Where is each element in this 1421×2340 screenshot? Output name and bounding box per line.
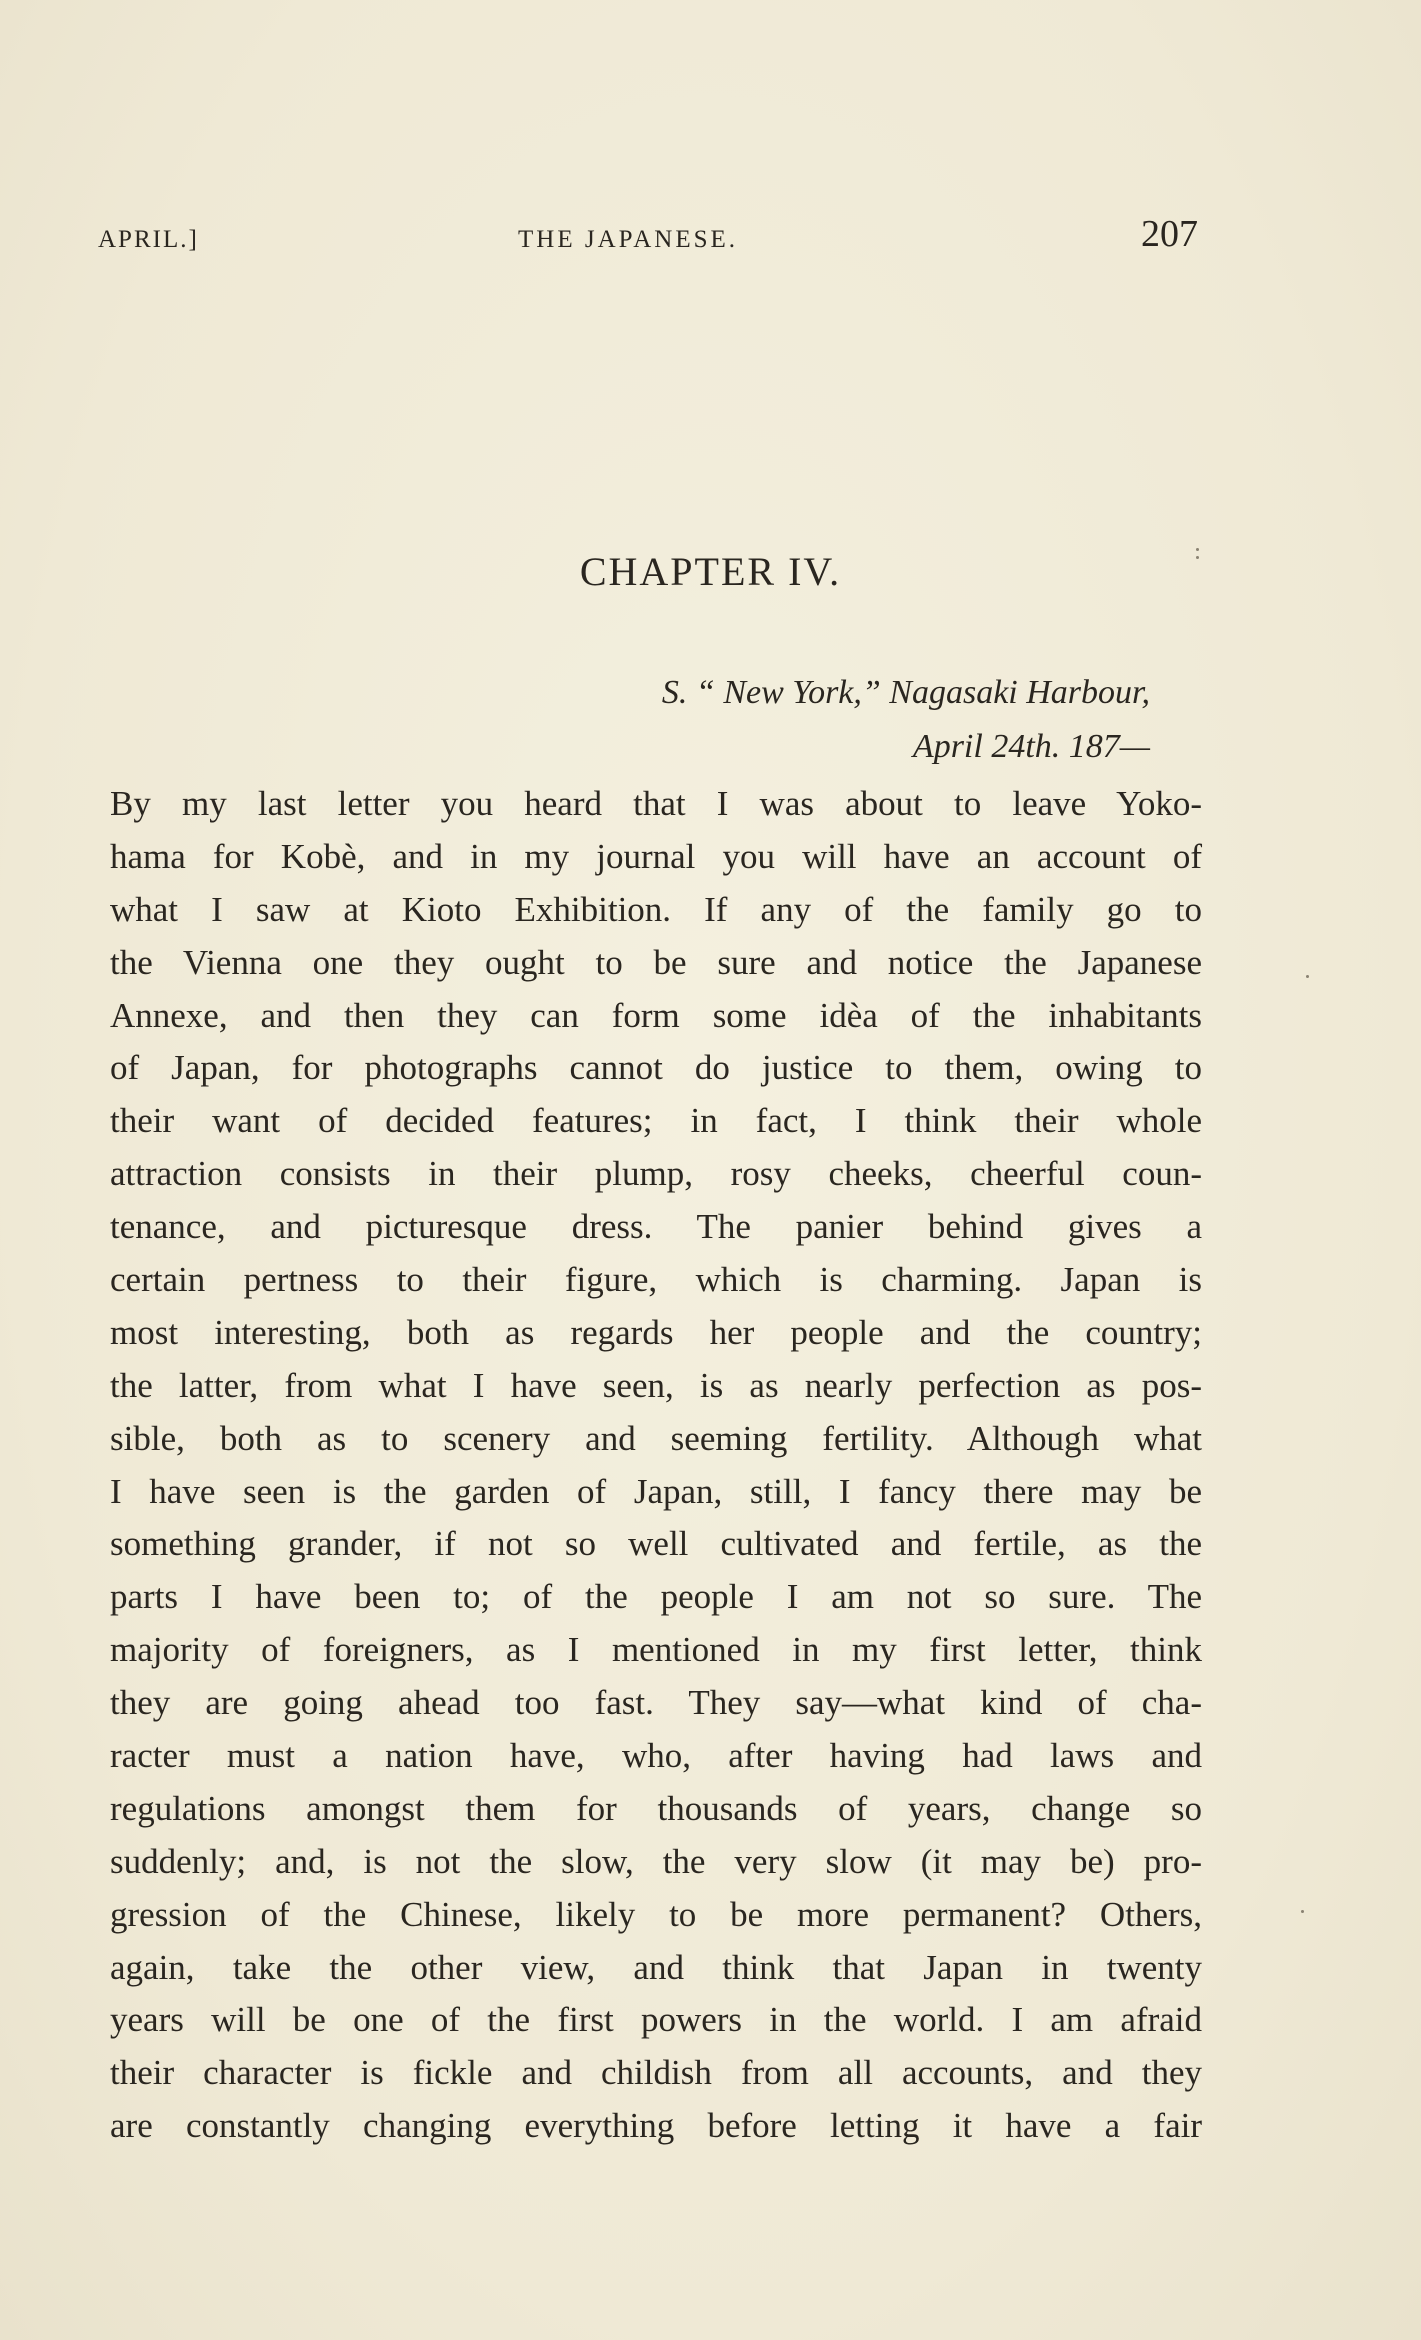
- text-line: sible, both as to scenery and seeming fertility. Although what: [110, 1418, 1202, 1458]
- text-line: Annexe, and then they can form some idèa of the inhabitants: [110, 995, 1202, 1035]
- paper-speck: [1301, 1910, 1304, 1913]
- text-line: parts I have been to; of the people I am not so sure. The: [110, 1577, 1202, 1617]
- page-number: 207: [1141, 213, 1198, 255]
- text-line: their character is fickle and childish from all accounts, and they: [110, 2053, 1202, 2093]
- text-line: certain pertness to their figure, which is charming. Japan is: [110, 1260, 1202, 1300]
- chapter-title: CHAPTER IV.: [579, 549, 842, 594]
- text-line: the Vienna one they ought to be sure and notice the Japanese: [110, 942, 1202, 982]
- text-line: attraction consists in their plump, rosy cheeks, cheerful coun-: [110, 1154, 1202, 1194]
- text-line: of Japan, for photographs cannot do justice to them, owing to: [110, 1048, 1202, 1088]
- text-line: I have seen is the garden of Japan, still, I fancy there may be: [110, 1471, 1202, 1511]
- running-head: [98, 212, 1198, 272]
- text-line: years will be one of the first powers in the world. I am afraid: [110, 2000, 1202, 2040]
- text-line: regulations amongst them for thousands of years, change so: [110, 1788, 1202, 1828]
- running-head-title: THE JAPANESE.: [518, 226, 739, 253]
- text-line: are constantly changing everything before letting it have a fair: [110, 2106, 1202, 2146]
- dateline-date: April 24th. 187—: [912, 728, 1150, 765]
- text-line: racter must a nation have, who, after having had laws and: [110, 1736, 1202, 1776]
- body-text: [110, 778, 1202, 2153]
- paper-speck: [1196, 548, 1199, 551]
- paper-speck: [1306, 975, 1309, 978]
- text-line: majority of foreigners, as I mentioned in my first letter, think: [110, 1630, 1202, 1670]
- text-line: By my last letter you heard that I was about to leave Yoko-: [110, 784, 1202, 823]
- text-line: their want of decided features; in fact, I think their whole: [110, 1101, 1202, 1141]
- text-line: gression of the Chinese, likely to be more permanent? Others,: [110, 1894, 1202, 1934]
- text-line: what I saw at Kioto Exhibition. If any of the family go to: [110, 889, 1202, 929]
- text-line: they are going ahead too fast. They say—what kind of cha-: [110, 1683, 1202, 1723]
- text-line: something grander, if not so well cultivated and fertile, as the: [110, 1524, 1202, 1564]
- text-line: the latter, from what I have seen, is as nearly perfection as pos-: [110, 1365, 1202, 1405]
- paper-speck: [1196, 556, 1199, 559]
- text-line: hama for Kobè, and in my journal you will have an account of: [110, 836, 1202, 876]
- dateline-place: S. “ New York,” Nagasaki Harbour,: [661, 674, 1150, 711]
- text-line: suddenly; and, is not the slow, the very slow (it may be) pro-: [110, 1841, 1202, 1881]
- running-head-month: APRIL.]: [98, 226, 199, 253]
- text-line: most interesting, both as regards her people and the country;: [110, 1312, 1202, 1352]
- text-line: tenance, and picturesque dress. The panier behind gives a: [110, 1207, 1202, 1247]
- text-line: again, take the other view, and think that Japan in twenty: [110, 1947, 1202, 1987]
